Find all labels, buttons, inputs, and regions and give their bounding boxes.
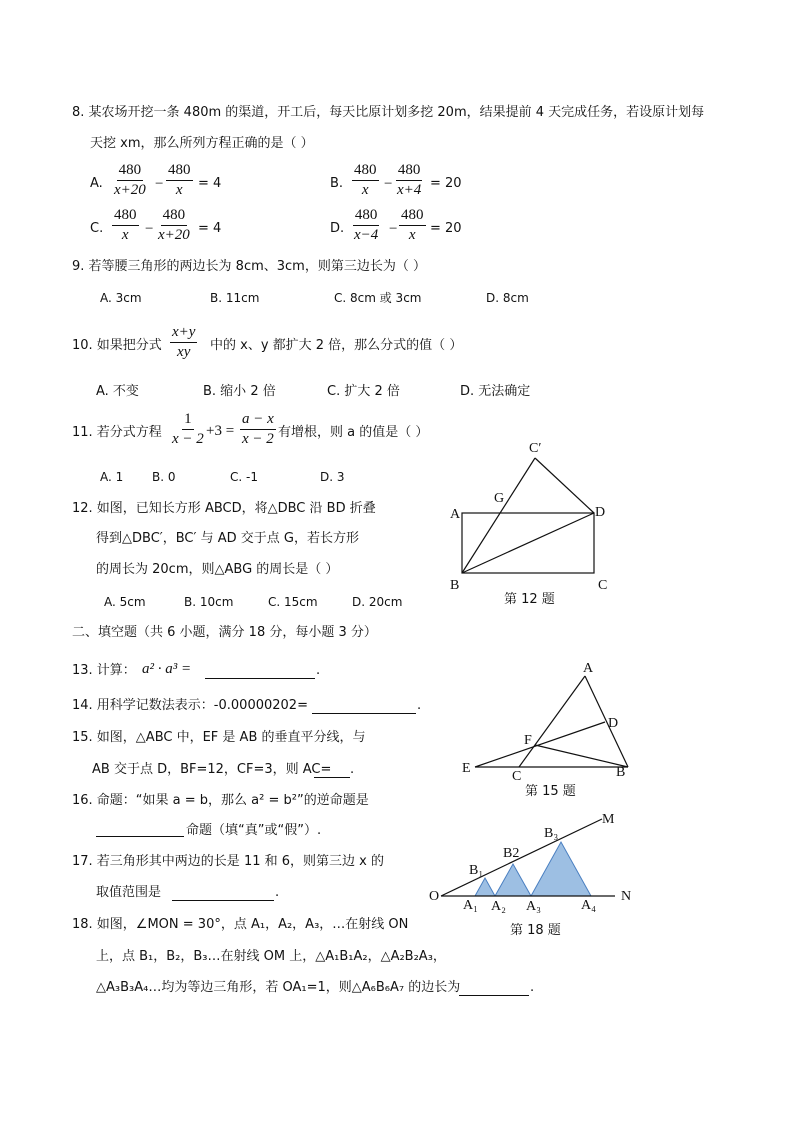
- q9-stem: 9. 若等腰三角形的两边长为 8cm、3cm，则第三边长为（ ）: [72, 259, 426, 274]
- label-d: D: [595, 505, 606, 520]
- q12-option-b: B. 10cm: [184, 595, 234, 609]
- label-n: N: [621, 889, 632, 904]
- equilateral-triangles: [475, 842, 591, 896]
- q8-option-b-label: B.: [330, 176, 344, 191]
- q12-option-d: D. 20cm: [352, 595, 403, 609]
- q18-stem-line1: 18. 如图，∠MON = 30°，点 A₁，A₂，A₃，…在射线 ON: [72, 917, 409, 932]
- label-a4: A₄: [581, 898, 596, 913]
- q13-stem: 13. 计算：: [72, 663, 136, 678]
- q11-fraction-left: [170, 412, 206, 447]
- label-e: E: [462, 761, 471, 776]
- q15-stem-line2: AB 交于点 D，BF=12，CF=3，则 AC=: [92, 762, 332, 777]
- q16-stem-line2: 命题（填“真”或“假”）.: [186, 823, 322, 838]
- denominator: x: [361, 182, 369, 198]
- q13-answer-blank[interactable]: [205, 664, 315, 679]
- label-c: C: [512, 769, 522, 784]
- minus-sign: −: [389, 221, 398, 237]
- q14-end: .: [417, 698, 422, 713]
- label-a3: A₃: [526, 899, 541, 914]
- minus-sign: −: [145, 221, 154, 237]
- q14-answer-blank[interactable]: [312, 699, 416, 714]
- q12-figure: [440, 436, 630, 611]
- numerator: 480: [352, 163, 379, 181]
- numerator: 480: [396, 163, 423, 181]
- q9-option-a: A. 3cm: [100, 291, 142, 305]
- label-a: A: [583, 661, 594, 676]
- q16-answer-blank[interactable]: [96, 822, 184, 837]
- label-b1: B₁: [469, 863, 484, 878]
- minus-sign: −: [155, 176, 164, 192]
- label-c: C: [598, 578, 608, 593]
- q10-option-d: D. 无法确定: [460, 384, 531, 399]
- q8-option-b-rhs: = 20: [430, 176, 462, 191]
- q8-option-b-frac2: [395, 163, 423, 198]
- minus-sign: −: [384, 176, 393, 192]
- q15-stem-line1: 15. 如图，△ABC 中，EF 是 AB 的垂直平分线，与: [72, 730, 366, 745]
- q17-stem-line2: 取值范围是: [96, 885, 162, 900]
- q10-option-c: C. 扩大 2 倍: [327, 384, 400, 399]
- numerator: 480: [166, 163, 193, 181]
- q12-option-a: A. 5cm: [104, 595, 146, 609]
- q10-fraction: [170, 325, 197, 360]
- numerator: 480: [353, 208, 380, 226]
- label-b2: B2: [503, 846, 520, 861]
- q8-option-d-frac1: [352, 208, 380, 243]
- q11-option-a: A. 1: [100, 470, 124, 484]
- numerator: 480: [112, 208, 139, 226]
- numerator: 480: [117, 163, 144, 181]
- figure-caption: 第 18 题: [510, 923, 561, 938]
- label-m: M: [602, 812, 615, 827]
- q8-option-c-frac1: [112, 208, 139, 243]
- q8-option-c-rhs: = 4: [198, 221, 222, 236]
- denominator: x+4: [397, 182, 422, 198]
- q8-option-d-frac2: [399, 208, 426, 243]
- label-a1: A₁: [463, 898, 478, 913]
- denominator: xy: [177, 344, 191, 360]
- q8-option-a-rhs: = 4: [198, 176, 222, 191]
- figure-caption: 第 12 题: [504, 592, 555, 607]
- q8-stem-line2: 天挖 xm，那么所列方程正确的是（ ）: [90, 136, 314, 151]
- q8-option-a-frac1: [112, 163, 148, 198]
- q15-end: .: [350, 762, 355, 777]
- q9-option-b: B. 11cm: [210, 291, 260, 305]
- label-d: D: [608, 716, 619, 731]
- numerator: 480: [399, 208, 426, 226]
- q9-option-c: C. 8cm 或 3cm: [334, 291, 422, 305]
- numerator: x+y: [170, 325, 197, 343]
- q18-stem-line3: △A₃B₃A₄…均为等边三角形，若 OA₁=1，则△A₆B₆A₇ 的边长为: [96, 980, 461, 995]
- q18-stem-line2: 上，点 B₁，B₂，B₃…在射线 OM 上，△A₁B₁A₂，△A₂B₂A₃，: [96, 949, 446, 964]
- q8-option-b-frac1: [352, 163, 379, 198]
- segment-bc-prime: [462, 458, 535, 573]
- denominator: x: [175, 182, 183, 198]
- segment-c-prime-d: [535, 458, 594, 513]
- q16-stem-line1: 16. 命题：“如果 a = b，那么 a² = b²”的逆命题是: [72, 793, 369, 808]
- side-ac: [519, 676, 585, 767]
- q11-stem-post: 有增根，则 a 的值是（ ）: [278, 425, 429, 440]
- q10-option-a: A. 不变: [96, 384, 139, 399]
- label-b: B: [450, 578, 460, 593]
- q11-stem-pre: 11. 若分式方程: [72, 425, 162, 440]
- q9-option-d: D. 8cm: [486, 291, 529, 305]
- q8-stem-line1: 8. 某农场开挖一条 480m 的渠道，开工后，每天比原计划多挖 20m，结果提前 4 天完成任务，若设原计划每: [72, 105, 705, 120]
- segment-fb: [535, 745, 628, 767]
- denominator: x+20: [158, 227, 190, 243]
- q10-option-b: B. 缩小 2 倍: [203, 384, 276, 399]
- side-ab: [585, 676, 628, 767]
- q11-option-c: C. -1: [230, 470, 258, 484]
- triangle-a3b3a4: [531, 842, 591, 896]
- numerator: a − x: [240, 412, 276, 430]
- q13-expression: a² · a³ =: [142, 661, 192, 677]
- numerator: 480: [161, 208, 188, 226]
- segment-ed: [475, 722, 605, 767]
- q11-option-d: D. 3: [320, 470, 345, 484]
- q8-option-a-label: A.: [90, 176, 103, 191]
- q17-stem-line1: 17. 若三角形其中两边的长是 11 和 6，则第三边 x 的: [72, 854, 384, 869]
- label-f: F: [524, 733, 532, 748]
- q10-stem-pre: 10. 如果把分式: [72, 338, 162, 353]
- denominator: x+20: [114, 182, 146, 198]
- denominator: x: [121, 227, 129, 243]
- figure-caption: 第 15 题: [525, 784, 576, 799]
- label-a: A: [450, 507, 461, 522]
- label-g: G: [494, 491, 505, 506]
- q17-answer-blank[interactable]: [172, 886, 274, 901]
- q17-end: .: [275, 885, 280, 900]
- label-a2: A₂: [491, 899, 506, 914]
- q12-stem-line1: 12. 如图，已知长方形 ABCD，将△DBC 沿 BD 折叠: [72, 501, 376, 516]
- q8-option-c-label: C.: [90, 221, 104, 236]
- numerator: 1: [182, 412, 194, 430]
- denominator: x − 2: [172, 431, 204, 447]
- label-o: O: [429, 889, 440, 904]
- q8-option-c-frac2: [156, 208, 192, 243]
- q14-stem: 14. 用科学记数法表示：-0.00000202=: [72, 698, 308, 713]
- q8-option-d-rhs: = 20: [430, 221, 462, 236]
- q18-end: .: [530, 980, 535, 995]
- q12-stem-line3: 的周长为 20cm，则△ABG 的周长是（ ）: [96, 562, 339, 577]
- q8-option-d-label: D.: [330, 221, 345, 236]
- q11-mid: +3 =: [206, 423, 235, 439]
- q18-figure: [425, 806, 645, 941]
- denominator: x−4: [354, 227, 379, 243]
- q10-stem-post: 中的 x、y 都扩大 2 倍，那么分式的值（ ）: [210, 338, 463, 353]
- q11-fraction-right: [240, 412, 276, 447]
- denominator: x − 2: [242, 431, 274, 447]
- q15-answer-blank[interactable]: [314, 763, 350, 778]
- triangle-a2b2a3: [495, 864, 531, 896]
- label-b: B: [616, 765, 626, 780]
- triangle-a1b1a2: [475, 878, 495, 896]
- q15-figure: [455, 660, 635, 805]
- q12-option-c: C. 15cm: [268, 595, 318, 609]
- q8-option-a-frac2: [166, 163, 193, 198]
- label-c-prime: C′: [529, 441, 542, 456]
- denominator: x: [408, 227, 416, 243]
- section-title: 二、填空题（共 6 小题，满分 18 分，每小题 3 分）: [72, 625, 377, 640]
- label-b3: B₃: [544, 826, 559, 841]
- diagonal-bd: [462, 513, 594, 573]
- q12-stem-line2: 得到△DBC′，BC′ 与 AD 交于点 G，若长方形: [96, 531, 359, 546]
- q11-option-b: B. 0: [152, 470, 176, 484]
- q13-end: .: [316, 663, 321, 678]
- q18-answer-blank[interactable]: [459, 981, 529, 996]
